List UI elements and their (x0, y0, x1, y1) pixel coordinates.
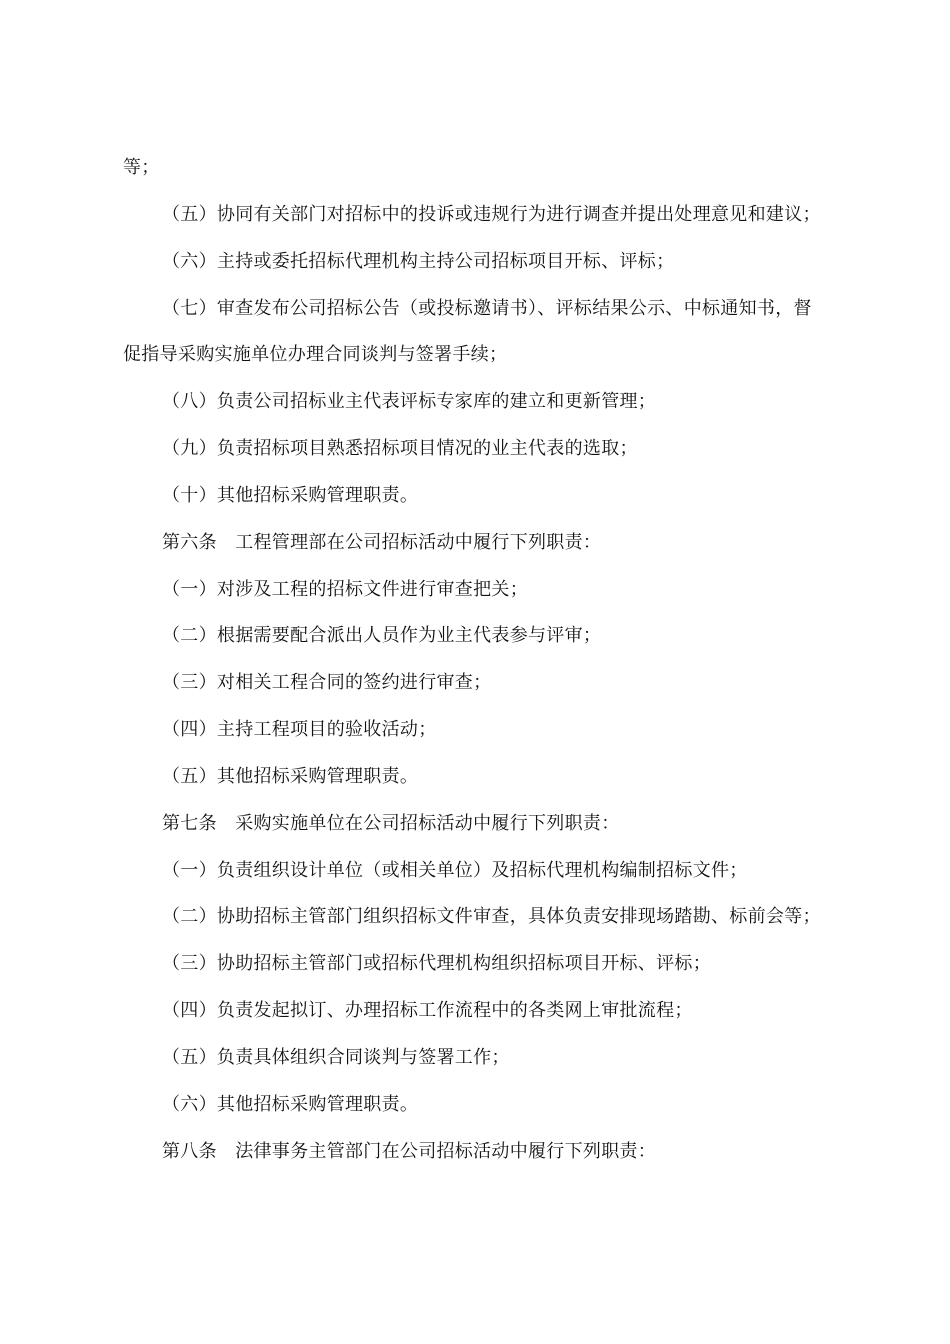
paragraph-line: （一）负责组织设计单位（或相关单位）及招标代理机构编制招标文件； (162, 860, 748, 881)
paragraph-line: （四）主持工程项目的验收活动； (162, 719, 437, 740)
paragraph-line: （八）负责公司招标业主代表评标专家库的建立和更新管理； (162, 391, 657, 412)
paragraph-line: （二）协助招标主管部门组织招标文件审查，具体负责安排现场踏勘、标前会等； (162, 906, 821, 927)
paragraph-line: （六）主持或委托招标代理机构主持公司招标项目开标、评标； (162, 251, 675, 272)
paragraph-line: （九）负责招标项目熟悉招标项目情况的业主代表的选取； (162, 438, 638, 459)
paragraph-line: （四）负责发起拟订、办理招标工作流程中的各类网上审批流程； (162, 1000, 693, 1021)
paragraph-line: （五）其他招标采购管理职责。 (162, 766, 419, 787)
paragraph-line: （七）审查发布公司招标公告（或投标邀请书）、评标结果公示、中标通知书，督 (162, 298, 812, 319)
article-heading: 第八条 法律事务主管部门在公司招标活动中履行下列职责： (162, 1141, 657, 1162)
paragraph-line: 等； (123, 157, 160, 178)
paragraph-line: （十）其他招标采购管理职责。 (162, 485, 419, 506)
paragraph-line: （五）负责具体组织合同谈判与签署工作； (162, 1047, 510, 1068)
paragraph-line: （三）对相关工程合同的签约进行审查； (162, 672, 492, 693)
paragraph-line: （六）其他招标采购管理职责。 (162, 1094, 419, 1115)
paragraph-line: 促指导采购实施单位办理合同谈判与签署手续； (123, 344, 508, 365)
paragraph-line: （三）协助招标主管部门或招标代理机构组织招标项目开标、评标； (162, 953, 711, 974)
article-heading: 第七条 采购实施单位在公司招标活动中履行下列职责： (162, 813, 620, 834)
paragraph-line: （二）根据需要配合派出人员作为业主代表参与评审； (162, 625, 602, 646)
article-heading: 第六条 工程管理部在公司招标活动中履行下列职责： (162, 532, 602, 553)
paragraph-line: （一）对涉及工程的招标文件进行审查把关； (162, 579, 528, 600)
paragraph-line: （五）协同有关部门对招标中的投诉或违规行为进行调查并提出处理意见和建议； (162, 204, 821, 225)
